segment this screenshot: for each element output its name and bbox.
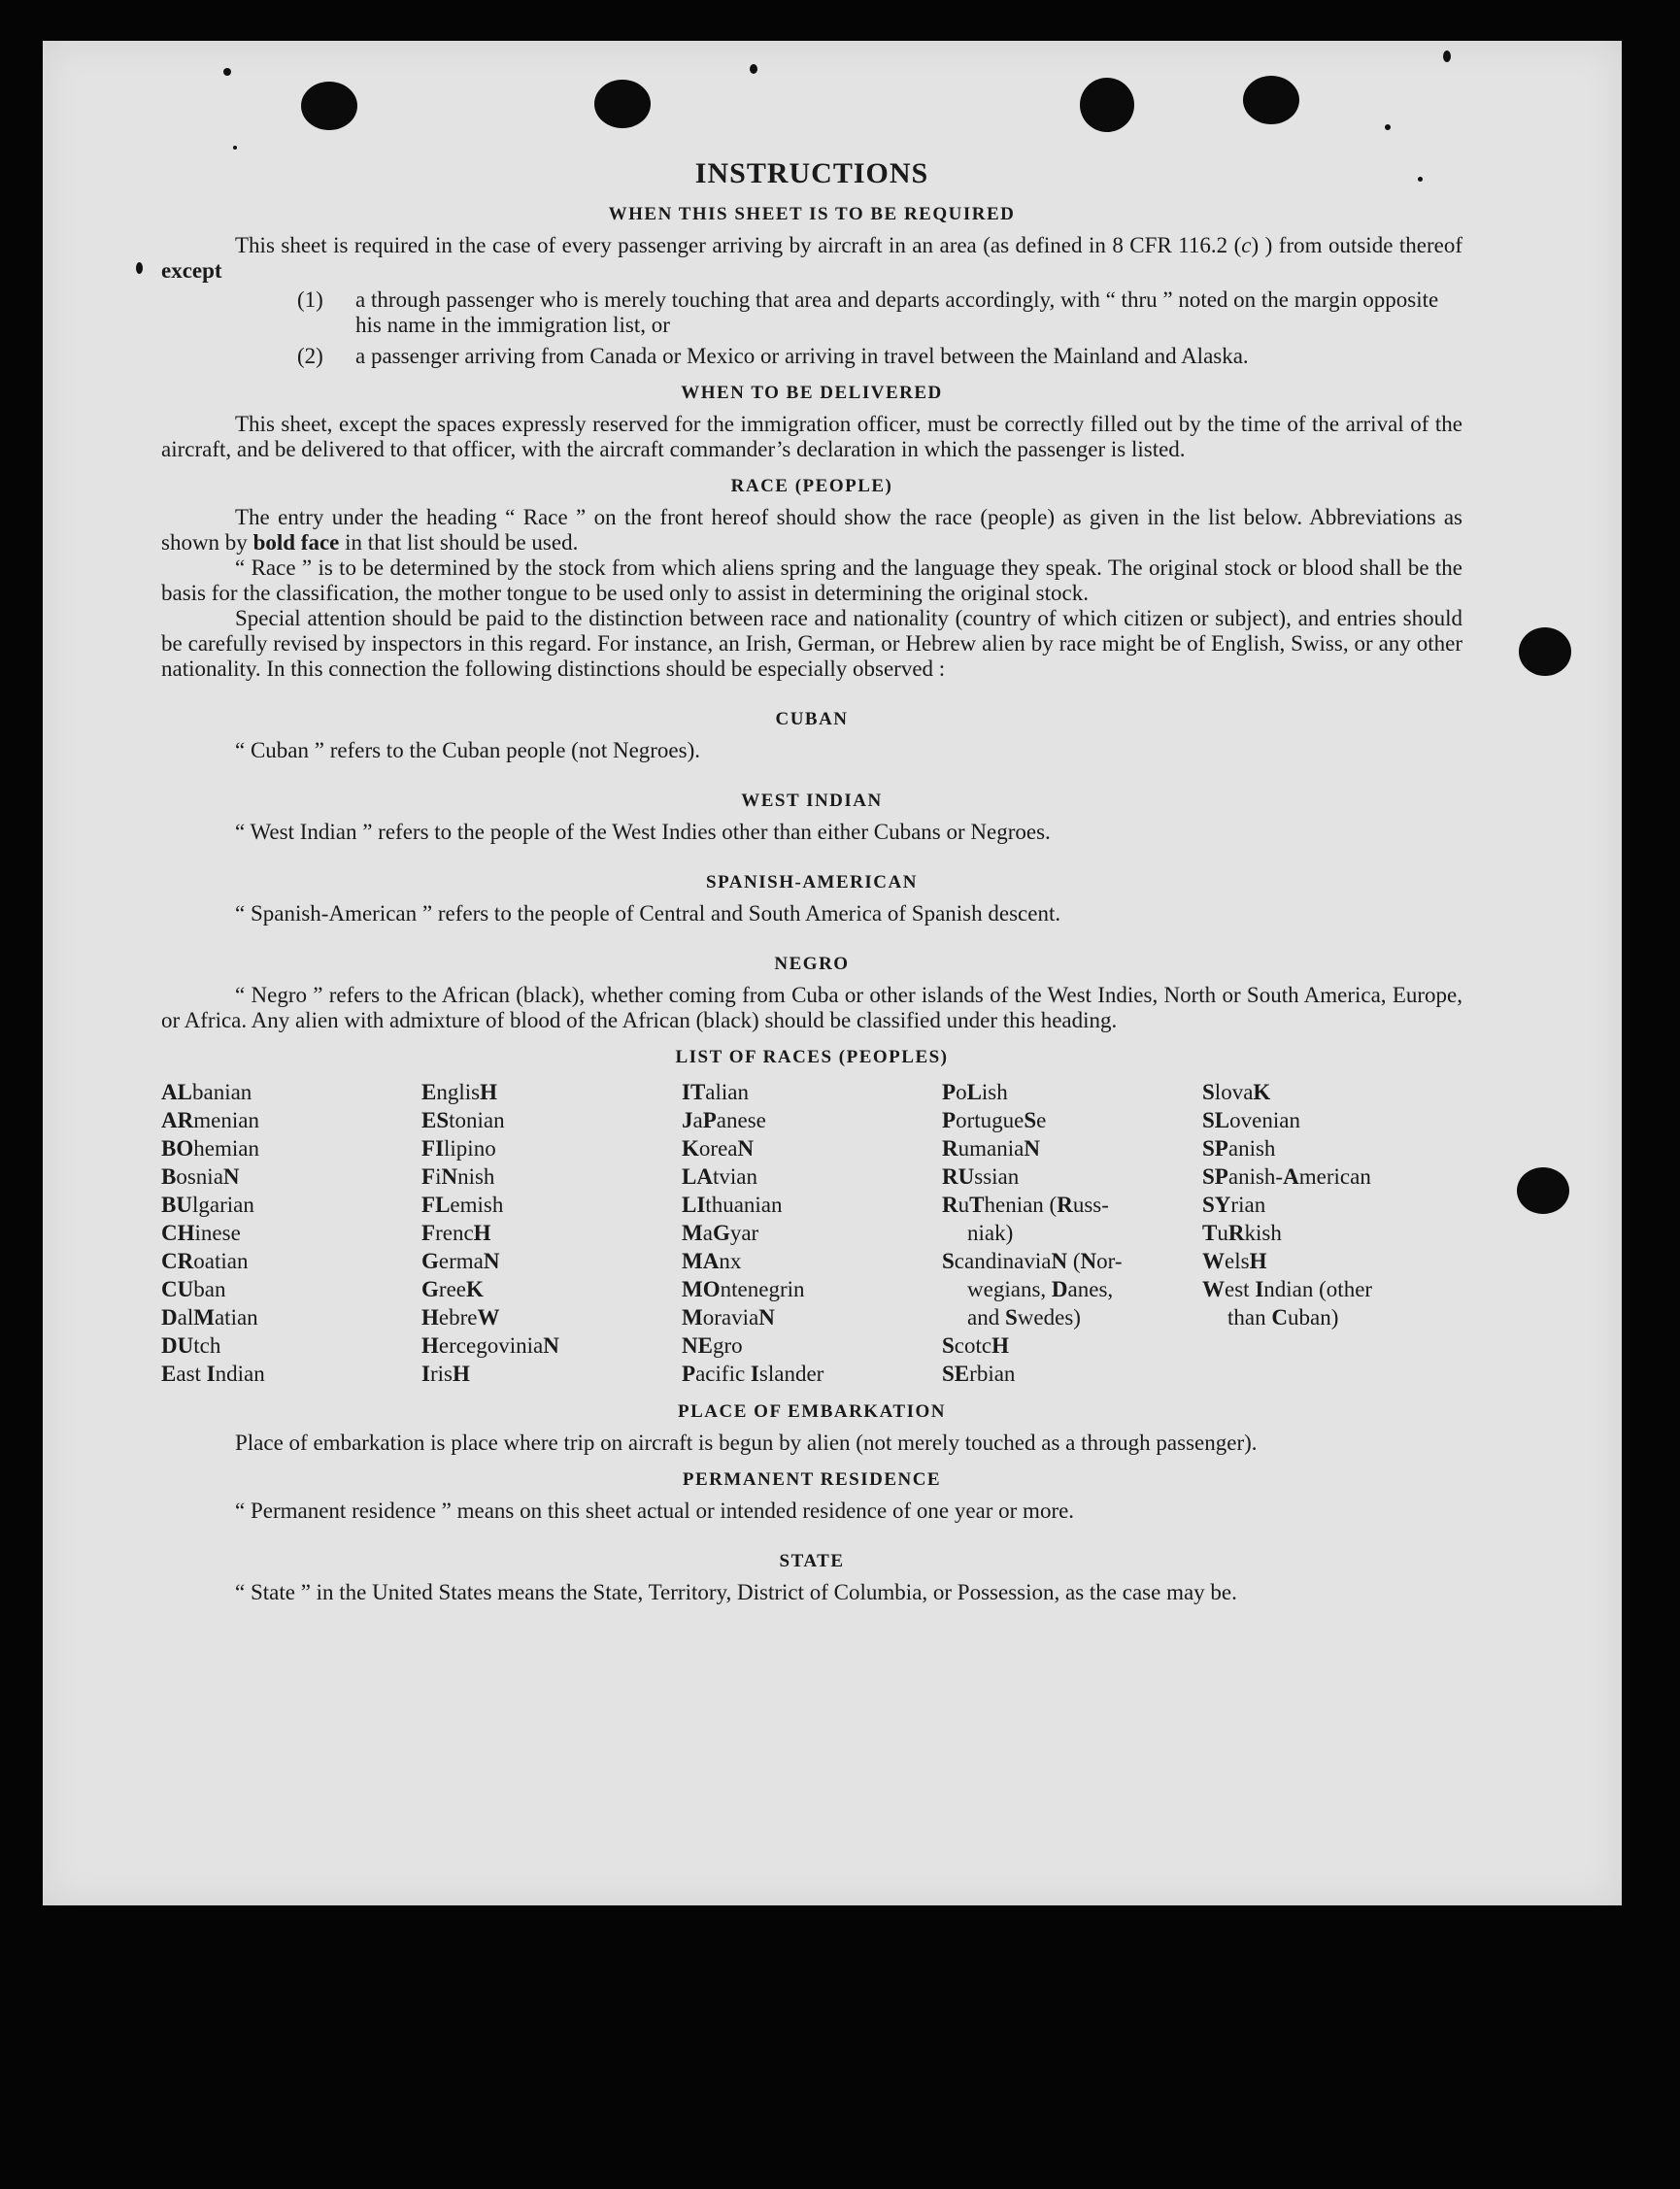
heading-embarkation: PLACE OF EMBARKATION: [678, 1401, 946, 1422]
race-entry: KoreaN: [682, 1136, 755, 1161]
race-entry: GreeK: [421, 1277, 484, 1301]
race-entry: CUban: [161, 1277, 226, 1301]
race-entry: FLemish: [421, 1193, 504, 1217]
heading-state: STATE: [779, 1551, 845, 1571]
race-entry: MOntenegrin: [682, 1277, 805, 1301]
race-entry: WelsH: [1202, 1249, 1267, 1273]
race-entry: ScandinaviaN (Nor-: [942, 1249, 1123, 1273]
race-entry: ALbanian: [161, 1080, 252, 1104]
page-title: INSTRUCTIONS: [694, 157, 929, 189]
cuban-text: “ Cuban ” refers to the Cuban people (not Negroes).: [235, 738, 701, 762]
races-column: [421, 1078, 682, 1388]
speck: [1385, 124, 1391, 130]
race-entry: BUlgarian: [161, 1193, 254, 1217]
race-entry: SPanish-American: [1202, 1164, 1371, 1189]
race-entry: FrencH: [421, 1221, 491, 1245]
heading-residence: PERMANENT RESIDENCE: [682, 1469, 942, 1490]
race-entry: JaPanese: [682, 1108, 766, 1132]
punch-hole: [594, 80, 651, 128]
speck: [223, 68, 231, 76]
race-entry: ITalian: [682, 1080, 750, 1104]
race-entry: TuRkish: [1202, 1221, 1282, 1245]
speck: [233, 146, 237, 150]
embarkation-text: Place of embarkation is place where trip on aircraft is begun by alien (not merely touched as a through passenger).: [235, 1431, 1258, 1455]
race-entry: EStonian: [421, 1108, 505, 1132]
speck: [750, 64, 757, 74]
instructions-content: [161, 157, 1462, 1605]
race-entry: CRoatian: [161, 1249, 249, 1273]
races-table: [161, 1078, 1462, 1388]
race-entry: MAnx: [682, 1249, 742, 1273]
race-entry: LIthuanian: [682, 1193, 783, 1217]
race-entry: DalMatian: [161, 1305, 258, 1330]
race-entry: HercegoviniaN: [421, 1333, 559, 1358]
race-entry: MoraviaN: [682, 1305, 775, 1330]
speck: [136, 262, 143, 274]
races-column: [942, 1078, 1202, 1388]
race-entry: EnglisH: [421, 1080, 497, 1104]
race-entry: ScotcH: [942, 1333, 1010, 1358]
race-entry: SlovaK: [1202, 1080, 1271, 1104]
punch-hole: [1519, 627, 1571, 676]
race-entry: West Indian (other: [1202, 1277, 1373, 1301]
race-entry: RumaniaN: [942, 1136, 1040, 1161]
west-indian-text: “ West Indian ” refers to the people of the West Indies other than either Cubans or Negroes.: [235, 820, 1051, 844]
race-entry: SErbian: [942, 1362, 1016, 1386]
race-paragraph-3: Special attention should be paid to the distinction between race and nationality (country of which citizen or subject), and entries should be carefully revised by inspectors in this regard. For instance, an Irish, German, or Hebrew alien by race might be of English, Swiss, or any other nationality. In this connection the following distinctions should be especially observed :: [161, 606, 1462, 681]
heading-delivered: WHEN TO BE DELIVERED: [681, 383, 943, 403]
race-entry: FiNnish: [421, 1164, 495, 1189]
race-entry: MaGyar: [682, 1221, 759, 1245]
required-intro: This sheet is required in the case of every passenger arriving by aircraft in an area (as defined in 8 CFR 116.2 (c) ) from outside thereof except: [161, 233, 1462, 283]
race-entry: LAtvian: [682, 1164, 757, 1189]
race-entry: wegians, Danes,: [967, 1277, 1114, 1301]
race-entry: RuThenian (Russ-: [942, 1193, 1109, 1217]
race-entry: HebreW: [421, 1305, 500, 1330]
negro-text: “ Negro ” refers to the African (black), whether coming from Cuba or other islands of the West Indies, North or South America, Europe, or Africa. Any alien with admixture of blood of the African (black) should be classified under this heading.: [161, 983, 1462, 1032]
race-paragraph-2: “ Race ” is to be determined by the stock from which aliens spring and the language they speak. The original stock or blood shall be the basis for the classification, the mother tongue to be used only to assist in determining the original stock.: [161, 556, 1462, 605]
punch-hole: [1517, 1167, 1569, 1214]
heading-spanish-american: SPANISH-AMERICAN: [706, 872, 918, 892]
heading-cuban: CUBAN: [775, 709, 849, 729]
race-entry: than Cuban): [1227, 1305, 1339, 1330]
races-column: [682, 1078, 942, 1388]
delivered-text: This sheet, except the spaces expressly reserved for the immigration officer, must be correctly filled out by the time of the arrival of the aircraft, and be delivered to that officer, with the aircraft commander’s declaration in which the passenger is listed.: [161, 412, 1462, 461]
races-column: [161, 1078, 421, 1388]
race-entry: RUssian: [942, 1164, 1020, 1189]
race-entry: East Indian: [161, 1362, 265, 1386]
race-entry: IrisH: [421, 1362, 470, 1386]
race-entry: BosniaN: [161, 1164, 240, 1189]
race-entry: CHinese: [161, 1221, 241, 1245]
race-entry: GermaN: [421, 1249, 500, 1273]
race-entry: Pacific Islander: [682, 1362, 824, 1386]
race-entry: and Swedes): [967, 1305, 1081, 1330]
residence-text: “ Permanent residence ” means on this sheet actual or intended residence of one year or more.: [235, 1499, 1075, 1523]
race-entry: BOhemian: [161, 1136, 259, 1161]
heading-west-indian: WEST INDIAN: [741, 791, 883, 811]
race-entry: SYrian: [1202, 1193, 1266, 1217]
spanish-american-text: “ Spanish-American ” refers to the people of Central and South America of Spanish descent.: [235, 901, 1061, 926]
race-entry: SLovenian: [1202, 1108, 1300, 1132]
race-paragraph-1: The entry under the heading “ Race ” on the front hereof should show the race (people) as given in the list below. Abbreviations as shown by bold face in that list should be used.: [161, 505, 1462, 555]
race-entry: PortugueSe: [942, 1108, 1047, 1132]
race-entry: DUtch: [161, 1333, 221, 1358]
exception-item: (1) a through passenger who is merely touching that area and departs accordingly, with “ thru ” noted on the margin opposite his name in the immigration list, or: [297, 287, 1439, 337]
heading-required: WHEN THIS SHEET IS TO BE REQUIRED: [608, 204, 1016, 224]
punch-hole: [1243, 76, 1299, 124]
race-entry: NEgro: [682, 1333, 743, 1358]
race-entry: niak): [967, 1221, 1014, 1245]
exception-item: (2) a passenger arriving from Canada or Mexico or arriving in travel between the Mainland and Alaska.: [297, 344, 1249, 368]
state-text: “ State ” in the United States means the State, Territory, District of Columbia, or Possession, as the case may be.: [235, 1580, 1237, 1604]
race-entry: ARmenian: [161, 1108, 259, 1132]
heading-race: RACE (PEOPLE): [730, 476, 893, 496]
race-entry: SPanish: [1202, 1136, 1276, 1161]
races-column: [1202, 1078, 1462, 1388]
speck: [1443, 51, 1451, 62]
heading-negro: NEGRO: [774, 954, 850, 974]
race-entry: PoLish: [942, 1080, 1008, 1104]
race-entry: FIlipino: [421, 1136, 496, 1161]
heading-list-of-races: LIST OF RACES (PEOPLES): [675, 1047, 949, 1067]
punch-hole: [1080, 78, 1134, 132]
punch-hole: [301, 82, 357, 130]
